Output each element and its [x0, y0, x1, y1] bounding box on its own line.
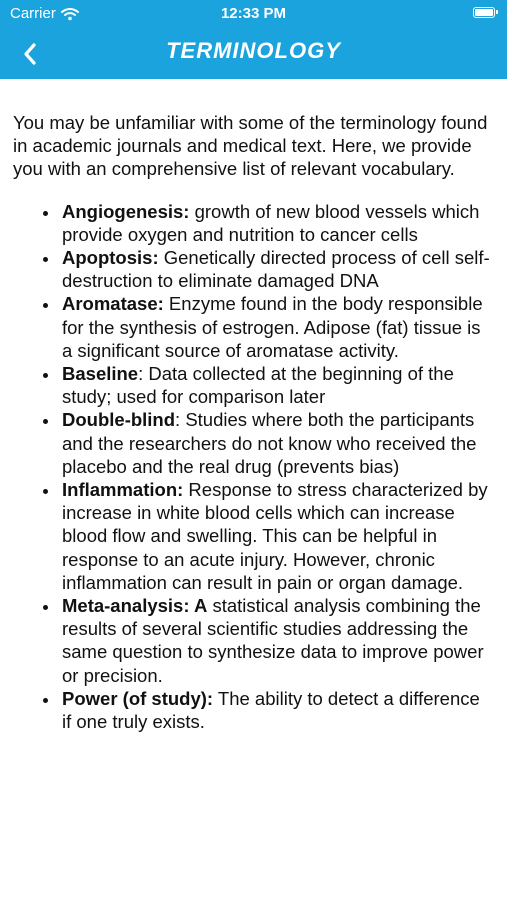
term-item [13, 200, 492, 246]
term-name: Meta-analysis: A [62, 595, 208, 617]
term-name: Inflammation: [62, 479, 184, 501]
term-definition: : Data collected at the beginning of the study; used for comparison later [62, 363, 454, 408]
bullet-icon [43, 373, 48, 378]
intro-paragraph: You may be unfamiliar with some of the terminology found in academic journals and medical text. Here, we provide you with an comprehensive list of relevant vocabulary. [13, 112, 488, 180]
battery-icon [473, 7, 495, 18]
term-name: Double-blind [62, 409, 176, 431]
nav-bar [0, 28, 507, 79]
term-item [13, 292, 492, 362]
content-area [13, 111, 497, 733]
term-definition: Enzyme found in the body responsible for the synthesis of estrogen. Adipose (fat) tissue is a significant source of aromatase activity. [62, 293, 483, 361]
bullet-icon [43, 489, 48, 494]
status-bar [0, 0, 507, 28]
term-item [13, 408, 492, 478]
term-definition: growth of new blood vessels which provide oxygen and nutrition to cancer cells [62, 200, 480, 245]
term-name: Angiogenesis: [62, 200, 190, 222]
carrier-label: Carrier [10, 5, 56, 22]
term-name: Baseline [62, 363, 139, 385]
status-time: 12:33 PM [220, 5, 287, 22]
bullet-icon [43, 303, 48, 308]
terms-list [13, 200, 497, 734]
term-definition: Genetically directed process of cell self-destruction to eliminate damaged DNA [62, 247, 490, 292]
term-item [13, 246, 492, 292]
bullet-icon [43, 419, 48, 424]
term-name: Aromatase: [62, 293, 164, 315]
bullet-icon [43, 211, 48, 216]
term-item [13, 594, 492, 687]
term-name: Apoptosis: [62, 247, 159, 269]
term-definition: statistical analysis combining the results of several scientific studies addressing the same question to synthesize data to improve power or precision. [62, 595, 484, 686]
term-definition: The ability to detect a difference if one truly exists. [62, 687, 480, 733]
bullet-icon [43, 605, 48, 610]
page-title: TERMINOLOGY [166, 38, 341, 63]
term-definition: Response to stress characterized by increase in white blood cells which can increase blood flow and swelling. This can be helpful in response to an acute injury. However, chronic inflammation can result in pain or organ damage. [62, 479, 488, 593]
term-name: Power (of study): [62, 687, 214, 709]
bullet-icon [43, 257, 48, 262]
term-definition: : Studies where both the participants and the researchers do not know who received the placebo and the real drug (prevents bias) [62, 409, 477, 477]
bullet-icon [43, 698, 48, 703]
term-item [13, 362, 492, 408]
term-item [13, 687, 492, 733]
term-item [13, 478, 492, 594]
